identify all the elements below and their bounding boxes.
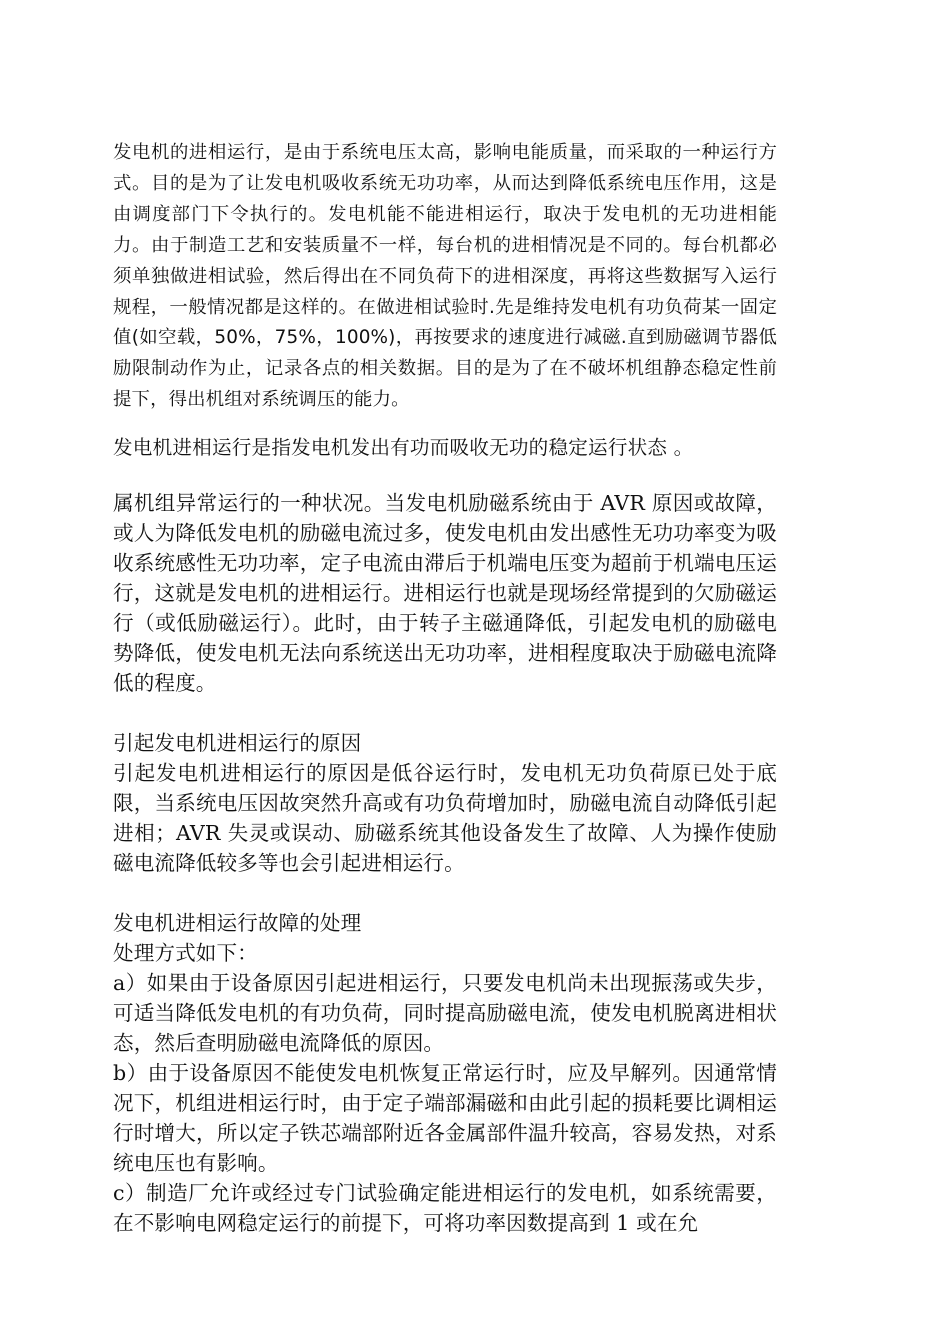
document-page (113, 138, 777, 1238)
definition-paragraph: 发电机进相运行是指发电机发出有功而吸收无功的稳定运行状态 。 (113, 436, 694, 460)
causes-heading: 引起发电机进相运行的原因 (113, 731, 362, 756)
handling-item-a: a）如果由于设备原因引起进相运行，只要发电机尚未出现振荡或失步，可适当降低发电机的有功负荷，同时提高励磁电流，使发电机脱离进相状态，然后查明励磁电流降低的原因。 (113, 971, 777, 1056)
description-paragraph: 属机组异常运行的一种状况。当发电机励磁系统由于 AVR 原因或故障，或人为降低发电机的励磁电流过多，使发电机由发出感性无功功率变为吸收系统感性无功功率，定子电流由滞后于机端电压变为超前于机端电压运行，这就是发电机的进相运行。进相运行也就是现场经常提到的欠励磁运行（或低励磁运行）。此时，由于转子主磁通降低，引起发电机的励磁电势降低，使发电机无法向系统送出无功功率，进相程度取决于励磁电流降低的程度。 (113, 491, 777, 696)
handling-heading: 发电机进相运行故障的处理 (113, 911, 362, 936)
handling-item-b: b）由于设备原因不能使发电机恢复正常运行时，应及早解列。因通常情况下，机组进相运行时，由于定子端部漏磁和由此引起的损耗要比调相运行时增大，所以定子铁芯端部附近各金属部件温升较高，容易发热，对系统电压也有影响。 (113, 1061, 777, 1176)
handling-intro: 处理方式如下： (113, 941, 258, 966)
causes-paragraph: 引起发电机进相运行的原因是低谷运行时，发电机无功负荷原已处于底限，当系统电压因故突然升高或有功负荷增加时，励磁电流自动降低引起进相；AVR 失灵或误动、励磁系统其他设备发生了故障、人为操作使励磁电流降低较多等也会引起进相运行。 (113, 761, 777, 876)
handling-item-c: c）制造厂允许或经过专门试验确定能进相运行的发电机，如系统需要，在不影响电网稳定运行的前提下，可将功率因数提高到 1 或在允 (113, 1181, 777, 1236)
intro-paragraph: 发电机的进相运行，是由于系统电压太高，影响电能质量，而采取的一种运行方式。目的是为了让发电机吸收系统无功功率，从而达到降低系统电压作用，这是由调度部门下令执行的。发电机能不能进相运行，取决于发电机的无功进相能力。由于制造工艺和安装质量不一样，每台机的进相情况是不同的。每台机都必须单独做进相试验，然后得出在不同负荷下的进相深度，再将这些数据写入运行规程，一般情况都是这样的。在做进相试验时.先是维持发电机有功负荷某一固定值(如空载，50%，75%，100%)，再按要求的速度进行减磁.直到励磁调节器低励限制动作为止，记录各点的相关数据。目的是为了在不破坏机组静态稳定性前提下，得出机组对系统调压的能力。 (113, 142, 777, 411)
